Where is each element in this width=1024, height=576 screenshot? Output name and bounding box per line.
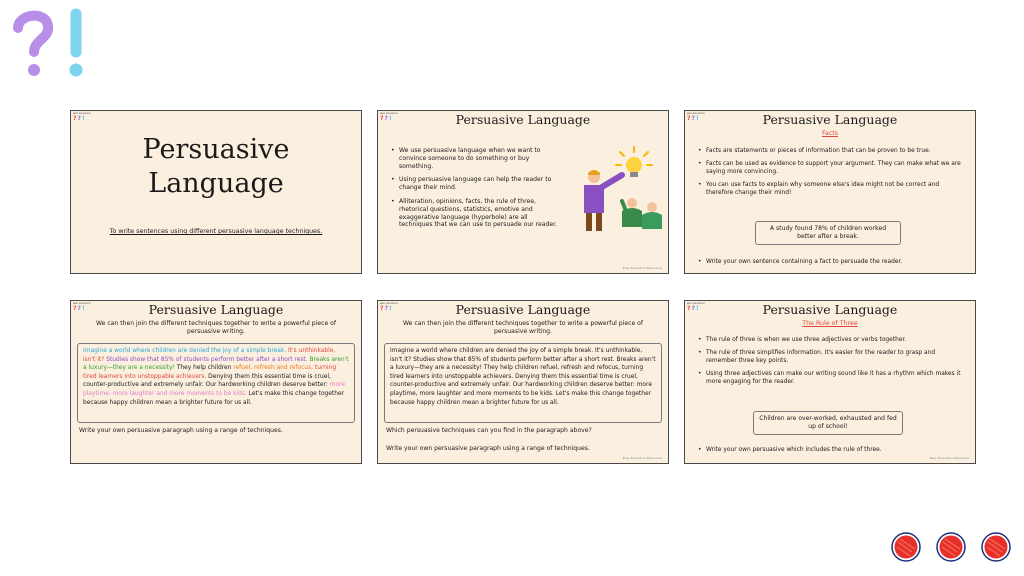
slide-title: Persuasive Language bbox=[455, 302, 591, 317]
task-item: • Write your own persuasive which includes the rule of three. bbox=[697, 447, 967, 455]
question-text: Which persuasive techniques can you find in the paragraph above? bbox=[386, 427, 592, 434]
slide-title: Persuasive Language bbox=[142, 134, 290, 199]
slide-thumbnail-5[interactable] bbox=[377, 300, 669, 464]
paragraph-segment: Studies show that 85% of students perform better after a short rest. bbox=[106, 356, 308, 363]
task-list bbox=[697, 447, 967, 461]
brand-logo: EASY EDUCATION ? ? ! bbox=[687, 113, 705, 122]
intro-text: We can then join the different techniques together to write a powerful piece of persuasive writing. bbox=[95, 320, 337, 335]
bullet-item: • The rule of three simplifies information. It's easier for the reader to grasp and remember three key points. bbox=[697, 350, 967, 365]
persuasive-paragraph-box: Imagine a world where children are denied the joy of a simple break. It's unthinkable, isn't it? Studies show that 85% of students perform better after a short rest. Breaks aren't a luxury—they are a necessity! They help children refuel, refresh and refocus, turning tired learners into unstoppable achievers. Denying them this essential time is cruel, counter-productive and extremely unfair. Our hardworking children deserve better: more playtime, more laughter and more moments to be kids. Let's make this change together because happy children mean a brighter future for us all. bbox=[384, 343, 662, 423]
task-list bbox=[697, 259, 967, 273]
brand-logo: EASY EDUCATION ? ? ! bbox=[687, 303, 705, 312]
footer-credit: Easy Education Resources bbox=[622, 456, 662, 460]
bullet-item: • Facts are statements or pieces of information that can be proven to be true. bbox=[697, 148, 967, 155]
bullet-item: • Using persuasive language can help the reader to change their mind. bbox=[390, 176, 560, 192]
scribble-dot-icon bbox=[937, 533, 965, 561]
teacher-lightbulb-illustration bbox=[578, 143, 668, 235]
bullet-item: • Facts can be used as evidence to support your argument. They can make what we are saying more convincing. bbox=[697, 161, 967, 176]
slide-thumbnail-2[interactable] bbox=[377, 110, 669, 274]
persuasive-paragraph-box bbox=[77, 343, 355, 423]
bullet-item: • Alliteration, opinions, facts, the rule of three, rhetorical questions, statistics, emotive and exaggerative language (hyperbole) are all techniques that we can use to persuade our reader. bbox=[390, 198, 560, 229]
footer-credit: Easy Education Resources bbox=[929, 456, 969, 460]
task-text: Write your own persuasive paragraph using a range of techniques. bbox=[386, 445, 590, 452]
slide-thumbnail-3[interactable] bbox=[684, 110, 976, 274]
bullet-list bbox=[390, 147, 560, 235]
example-box: A study found 78% of children worked better after a break. bbox=[755, 221, 901, 245]
example-box: Children are over-worked, exhausted and fed up of school! bbox=[753, 411, 903, 435]
paragraph-segment: Let's make this change together because happy children mean a brighter future for us all. bbox=[83, 390, 345, 406]
footer-credit: Easy Education Resources bbox=[622, 266, 662, 270]
bullet-item: • Using three adjectives can make our writing sound like it has a rhythm which makes it more engaging for the reader. bbox=[697, 371, 967, 386]
paragraph-segment: It's unthinkable, isn't it? bbox=[83, 348, 336, 363]
slide-subheading: The Rule of Three bbox=[802, 320, 858, 327]
task-item: • Write your own sentence containing a fact to persuade the reader. bbox=[697, 259, 967, 267]
task-text: Write your own persuasive paragraph using a range of techniques. bbox=[79, 427, 283, 434]
scribble-dot-icon bbox=[982, 533, 1010, 561]
slide-thumbnail-1[interactable] bbox=[70, 110, 362, 274]
slide-title: Persuasive Language bbox=[455, 112, 591, 127]
paragraph-segment: refuel, refresh and refocus, bbox=[233, 365, 314, 372]
intro-text: We can then join the different techniques together to write a powerful piece of persuasive writing. bbox=[402, 320, 644, 335]
question-exclaim-logo bbox=[10, 6, 94, 86]
paragraph-segment: more playtime, more laughter and more moments to be kids. bbox=[83, 382, 345, 397]
paragraph-segment: Imagine a world where children are denied the joy of a simple break. bbox=[83, 348, 287, 354]
slide-title: Persuasive Language bbox=[762, 112, 898, 127]
brand-logo: EASY EDUCATION ? ? ! bbox=[380, 303, 398, 312]
learning-objective: To write sentences using different persuasive language techniques. bbox=[109, 228, 323, 235]
slide-subheading: Facts bbox=[821, 130, 839, 137]
slide-thumbnail-6[interactable] bbox=[684, 300, 976, 464]
bullet-item: • You can use facts to explain why someone else's idea might not be correct and therefore change their mind! bbox=[697, 182, 967, 197]
slide-title: Persuasive Language bbox=[762, 302, 898, 317]
bullet-list bbox=[697, 148, 967, 203]
paragraph-segment: Denying them this essential time is cruel, counter-productive and extremely unfair. Our hardworking children deserve better: bbox=[83, 373, 331, 389]
paragraph-segment: They help children bbox=[176, 365, 232, 372]
scribble-dot-icon bbox=[892, 533, 920, 561]
slide-title: Persuasive Language bbox=[148, 302, 284, 317]
slide-thumbnail-4[interactable] bbox=[70, 300, 362, 464]
bullet-item: • The rule of three is when we use three adjectives or verbs together. bbox=[697, 337, 967, 344]
brand-logo: EASY EDUCATION ? ? ! bbox=[380, 113, 398, 122]
brand-logo: EASY EDUCATION ? ? ! bbox=[73, 303, 91, 312]
bullet-list bbox=[697, 337, 967, 392]
scribble-dot-row bbox=[886, 530, 1016, 564]
paragraph-segment: turning tired learners into unstoppable achievers. bbox=[83, 365, 337, 380]
paragraph-segment: Breaks aren't a luxury—they are a necessity! bbox=[83, 356, 349, 372]
brand-logo: EASY EDUCATION ? ? ! bbox=[73, 113, 91, 122]
bullet-item: • We use persuasive language when we want to convince someone to do something or buy something. bbox=[390, 147, 560, 170]
